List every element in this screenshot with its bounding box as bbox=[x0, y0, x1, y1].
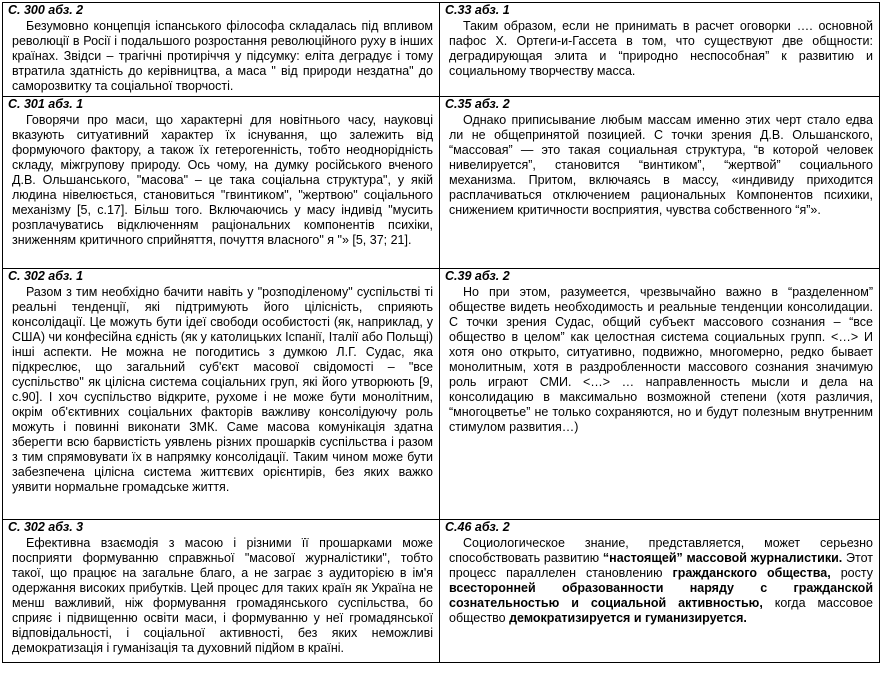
cell-text: Ефективна взаємодія з масою і різними її прошарками може посприяти формуванню справжньої "масової журналістики", тобто такої, що працює на загальне благо, а не заграє з аудиторією в ім'я одержання високих прибутків. Цей процес для таких країн як Україна не менш важливий, ніж формування громадянського суспільства, бо сприяє і підвищенню освіти маси, і формуванню у неї громадянської відповідальності, і соціальної активності, без яких неможливі демократизація і гуманізація та духовний підйом в країні. bbox=[12, 536, 433, 655]
table-row bbox=[3, 97, 880, 269]
text-segment: Этот процесс параллелен становлению bbox=[449, 551, 873, 580]
cell-text: Таким образом, если не принимать в расчет оговорки …. основной пафос Х. Ортеги-и-Гассета в том, что существуют две общности: деградирующая элита и “природно неспособная” к развитию и социальному творчеству масса. bbox=[449, 19, 873, 78]
cell-header: С. 302 абз. 1 bbox=[8, 269, 84, 283]
russian-cell bbox=[440, 97, 880, 269]
cell-text: Однако приписывание любым массам именно этих черт стало едва ли не общепринятой позицией. С точки зрения Д.В. Ольшанского, “массовая” — это такая социальная структура, “в которой человек нивелируется”, становится “винтиком”, “жертвой” социального механизма. Притом, включаясь в массу, «индивиду приходится расплачиваться отключением рациональных Компонентов психики, снижением критичности восприятия, чувства собственного “я”». bbox=[449, 113, 873, 217]
cell-header: С.39 абз. 2 bbox=[445, 269, 510, 283]
cell-text: Но при этом, разумеется, чрезвычайно важно в “разделенном” обществе видеть необходимость и реальные тенденции консолидации. С точки зрения Судас, общий субъект массового сознания – “все общество в целом” как целостная система социальных групп. <…> И хотя оно открыто, ситуативно, подвижно, многомерно, редко бывает монолитным, хотя в раздробленности массового сознания значимую роль играют СМИ. <…> … направленность мысли и дела на консолидацию в максимально возможной степени (хотя различия, “многоцветье” не только сохраняются, но и будут полезным внутренним стимулом развития…) bbox=[449, 285, 873, 434]
table-row bbox=[3, 269, 880, 520]
bold-text-segment: “настоящей” массовой журналистики. bbox=[602, 551, 843, 565]
ukrainian-cell bbox=[3, 3, 440, 97]
cell-header: С.35 абз. 2 bbox=[445, 97, 510, 111]
text-segment: росту bbox=[830, 566, 873, 580]
cell-text: Безумовно концепція іспанського філософа складалась під впливом революції в Росії і подальшого розростання революційного руху в інших країнах. Звідси – трагічні протиріччя у підсумку: еліта деградує і тому втратила здатність до керівництва, а маса " від природи нездатна" до саморозвитку та соціальної творчості. bbox=[12, 19, 433, 93]
cell-header: С.33 абз. 1 bbox=[445, 3, 510, 17]
text-segment: когда массовое общество bbox=[449, 596, 874, 625]
ukrainian-cell bbox=[3, 520, 440, 663]
cell-header: С.46 абз. 2 bbox=[445, 520, 510, 534]
table-row bbox=[3, 520, 880, 663]
bold-text-segment: гражданского общества, bbox=[672, 566, 831, 580]
ukrainian-cell bbox=[3, 97, 440, 269]
comparison-table bbox=[2, 2, 880, 663]
bold-text-segment: демократизируется и гуманизируется. bbox=[509, 611, 747, 625]
text-segment: Социологическое знание, представляется, может серьезно способствовать развитию bbox=[449, 536, 873, 565]
ukrainian-cell bbox=[3, 269, 440, 520]
cell-text bbox=[449, 536, 873, 626]
russian-cell bbox=[440, 269, 880, 520]
cell-text: Разом з тим необхідно бачити навіть у "розподіленому" суспільстві ті реальні тенденції, які підтримують його цілісність, сприяють консолідації. Це можуть бути ідеї свободи особистості (як, наприклад, у США) чи конфесійна єдність (як у католицьких Іспанії, Італії або Польщі) інші аспекти. Не можна не погодитись з думкою Л.Г. Судас, яка підкреслює, що загальний суб'єкт масової свідомості – "все суспільство" як цілісна система соціальних груп, які його утворюють [9, с.90]. І хоч суспільство відкрите, рухоме і не може бути монолітним, окрім об'єктивних соціальних факторів важливу консолідуючу роль можуть і повинні виконати ЗМК. Саме масова комунікація здатна зберегти всю барвистість уявлень різних прошарків суспільства і разом з тим спрямовувати їх в напрямку консолідації. Таким чином може бути забезпечена цілісна система життєвих орієнтирів, без яких важко уявити нормальне громадське життя. bbox=[12, 285, 433, 494]
bold-text-segment: всесторонней образованности наряду с гражданской сознательностью и социальной активностью, bbox=[449, 581, 873, 610]
cell-text: Говорячи про маси, що характерні для новітнього часу, науковці вказують ситуативний характер їх існування, що залежить від формуючого фактору, а також їх гетерогенність, тобто неоднорідність складу, міжгрупову природу. Ось чому, на думку російського вченого Д.В. Ольшанського, "масова" – це така соціальна структура", у якій людина нівелюється, становиться "гвинтиком", "жертвою" соціального механізму [5, с.17]. Більш того. Включаючись у масу індивід "мусить розплачуватись відключенням раціональних компонентів психіки, зниженням критичного сприйняття, почуття власного" я "» [5, 37; 21]. bbox=[12, 113, 433, 247]
russian-cell bbox=[440, 520, 880, 663]
cell-header: С. 302 абз. 3 bbox=[8, 520, 84, 534]
cell-header: С. 301 абз. 1 bbox=[8, 97, 84, 111]
table-row bbox=[3, 3, 880, 97]
russian-cell bbox=[440, 3, 880, 97]
cell-header: С. 300 абз. 2 bbox=[8, 3, 84, 17]
